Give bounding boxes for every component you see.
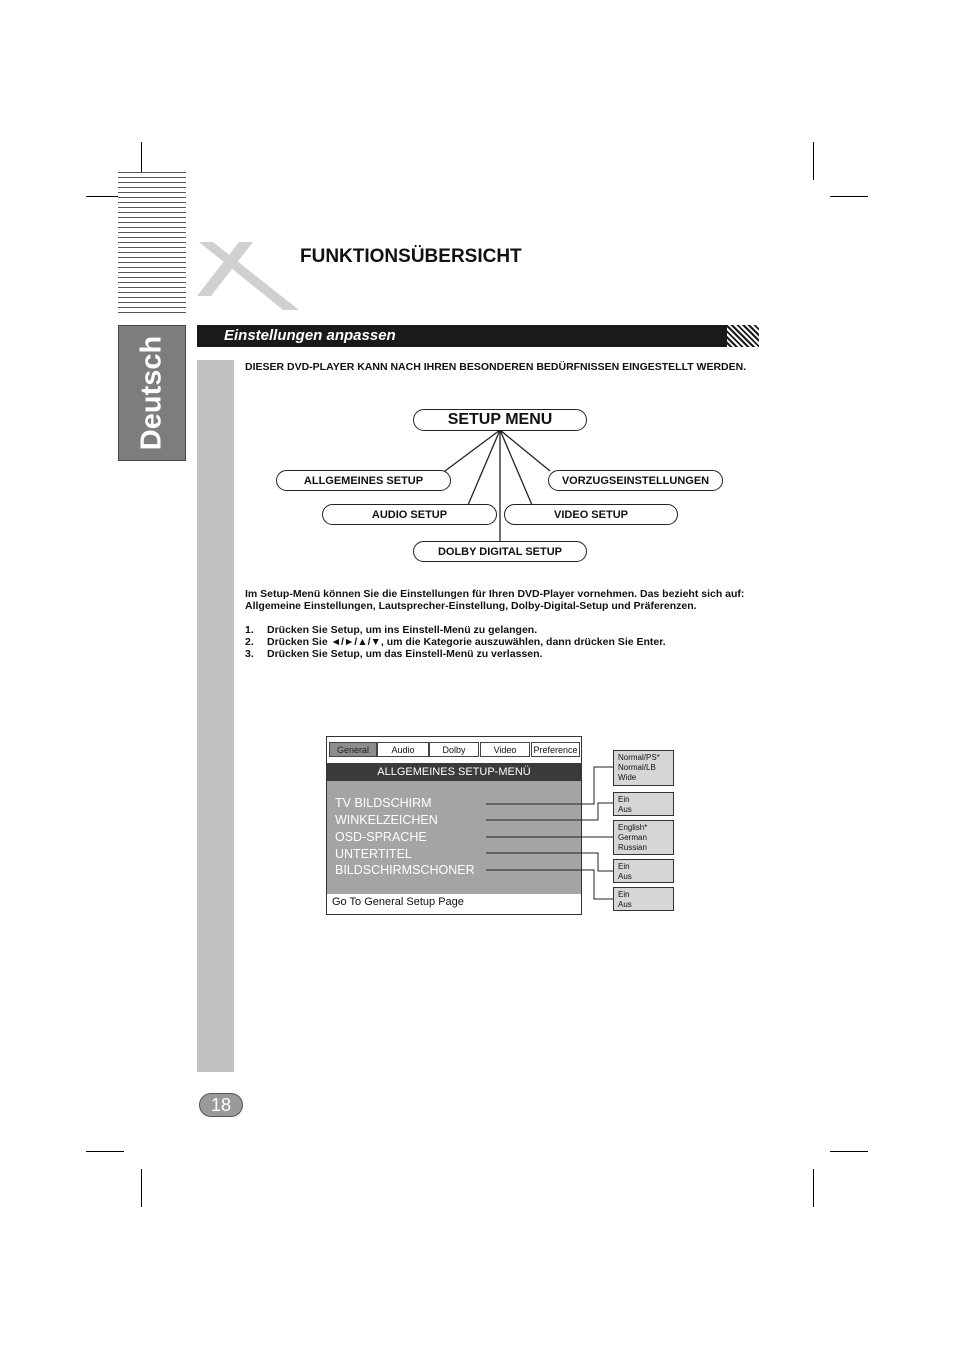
menu-item-tv-screen: TV BILDSCHIRM	[335, 796, 432, 810]
menu-item-angle-mark: WINKELZEICHEN	[335, 813, 438, 827]
diagram-node-preference: VORZUGSEINSTELLUNGEN	[548, 470, 723, 491]
description-paragraph: Im Setup-Menü können Sie die Einstellungen für Ihren DVD-Player vornehmen. Das bezieht sich auf: Allgemeine Einstellungen, Lautsprecher-Einstellung, Dolby-Digital-Setup und Präferenzen.	[245, 588, 745, 612]
diagram-root-node: SETUP MENU	[413, 409, 587, 431]
list-item: 3. Drücken Sie Setup, um das Einstell-Menü zu verlassen.	[245, 648, 543, 660]
diagram-node-dolby: DOLBY DIGITAL SETUP	[413, 541, 587, 562]
diagram-node-video: VIDEO SETUP	[504, 504, 678, 525]
page-number: 18	[199, 1093, 243, 1117]
diagram-node-general: ALLGEMEINES SETUP	[276, 470, 451, 491]
menu-item-osd-language: OSD-SPRACHE	[335, 830, 427, 844]
crop-mark	[141, 1169, 142, 1207]
tab-preference: Preference	[531, 742, 580, 757]
section-title: Einstellungen anpassen	[224, 327, 396, 344]
page-title: FUNKTIONSÜBERSICHT	[300, 246, 522, 267]
option-box-angle-mark: Ein Aus	[613, 792, 674, 816]
option-box-osd-language: English* German Russian	[613, 820, 674, 855]
list-item: 1. Drücken Sie Setup, um ins Einstell-Menü zu gelangen.	[245, 624, 538, 636]
option-box-subtitle: Ein Aus	[613, 859, 674, 883]
crop-mark	[86, 1151, 124, 1152]
menu-item-subtitle: UNTERTITEL	[335, 847, 412, 861]
crop-mark	[813, 1169, 814, 1207]
language-label: Deutsch	[135, 335, 168, 451]
crop-mark	[830, 1151, 868, 1152]
option-box-tv-screen: Normal/PS* Normal/LB Wide	[613, 750, 674, 786]
option-box-screensaver: Ein Aus	[613, 887, 674, 911]
menu-item-screensaver: BILDSCHIRMSCHONER	[335, 863, 475, 877]
tab-video: Video	[480, 742, 530, 757]
tab-dolby: Dolby	[429, 742, 479, 757]
list-item: 2. Drücken Sie ◄/►/▲/▼, um die Kategorie auszuwählen, dann drücken Sie Enter.	[245, 636, 666, 648]
screen-header: ALLGEMEINES SETUP-MENÜ	[327, 763, 581, 781]
diagram-node-audio: AUDIO SETUP	[322, 504, 497, 525]
tab-general: General	[329, 742, 377, 757]
intro-text: DIESER DVD-PLAYER KANN NACH IHREN BESONDEREN BEDÜRFNISSEN EINGESTELLT WERDEN.	[245, 361, 747, 373]
tab-audio: Audio	[377, 742, 429, 757]
screen-footer: Go To General Setup Page	[332, 896, 464, 908]
